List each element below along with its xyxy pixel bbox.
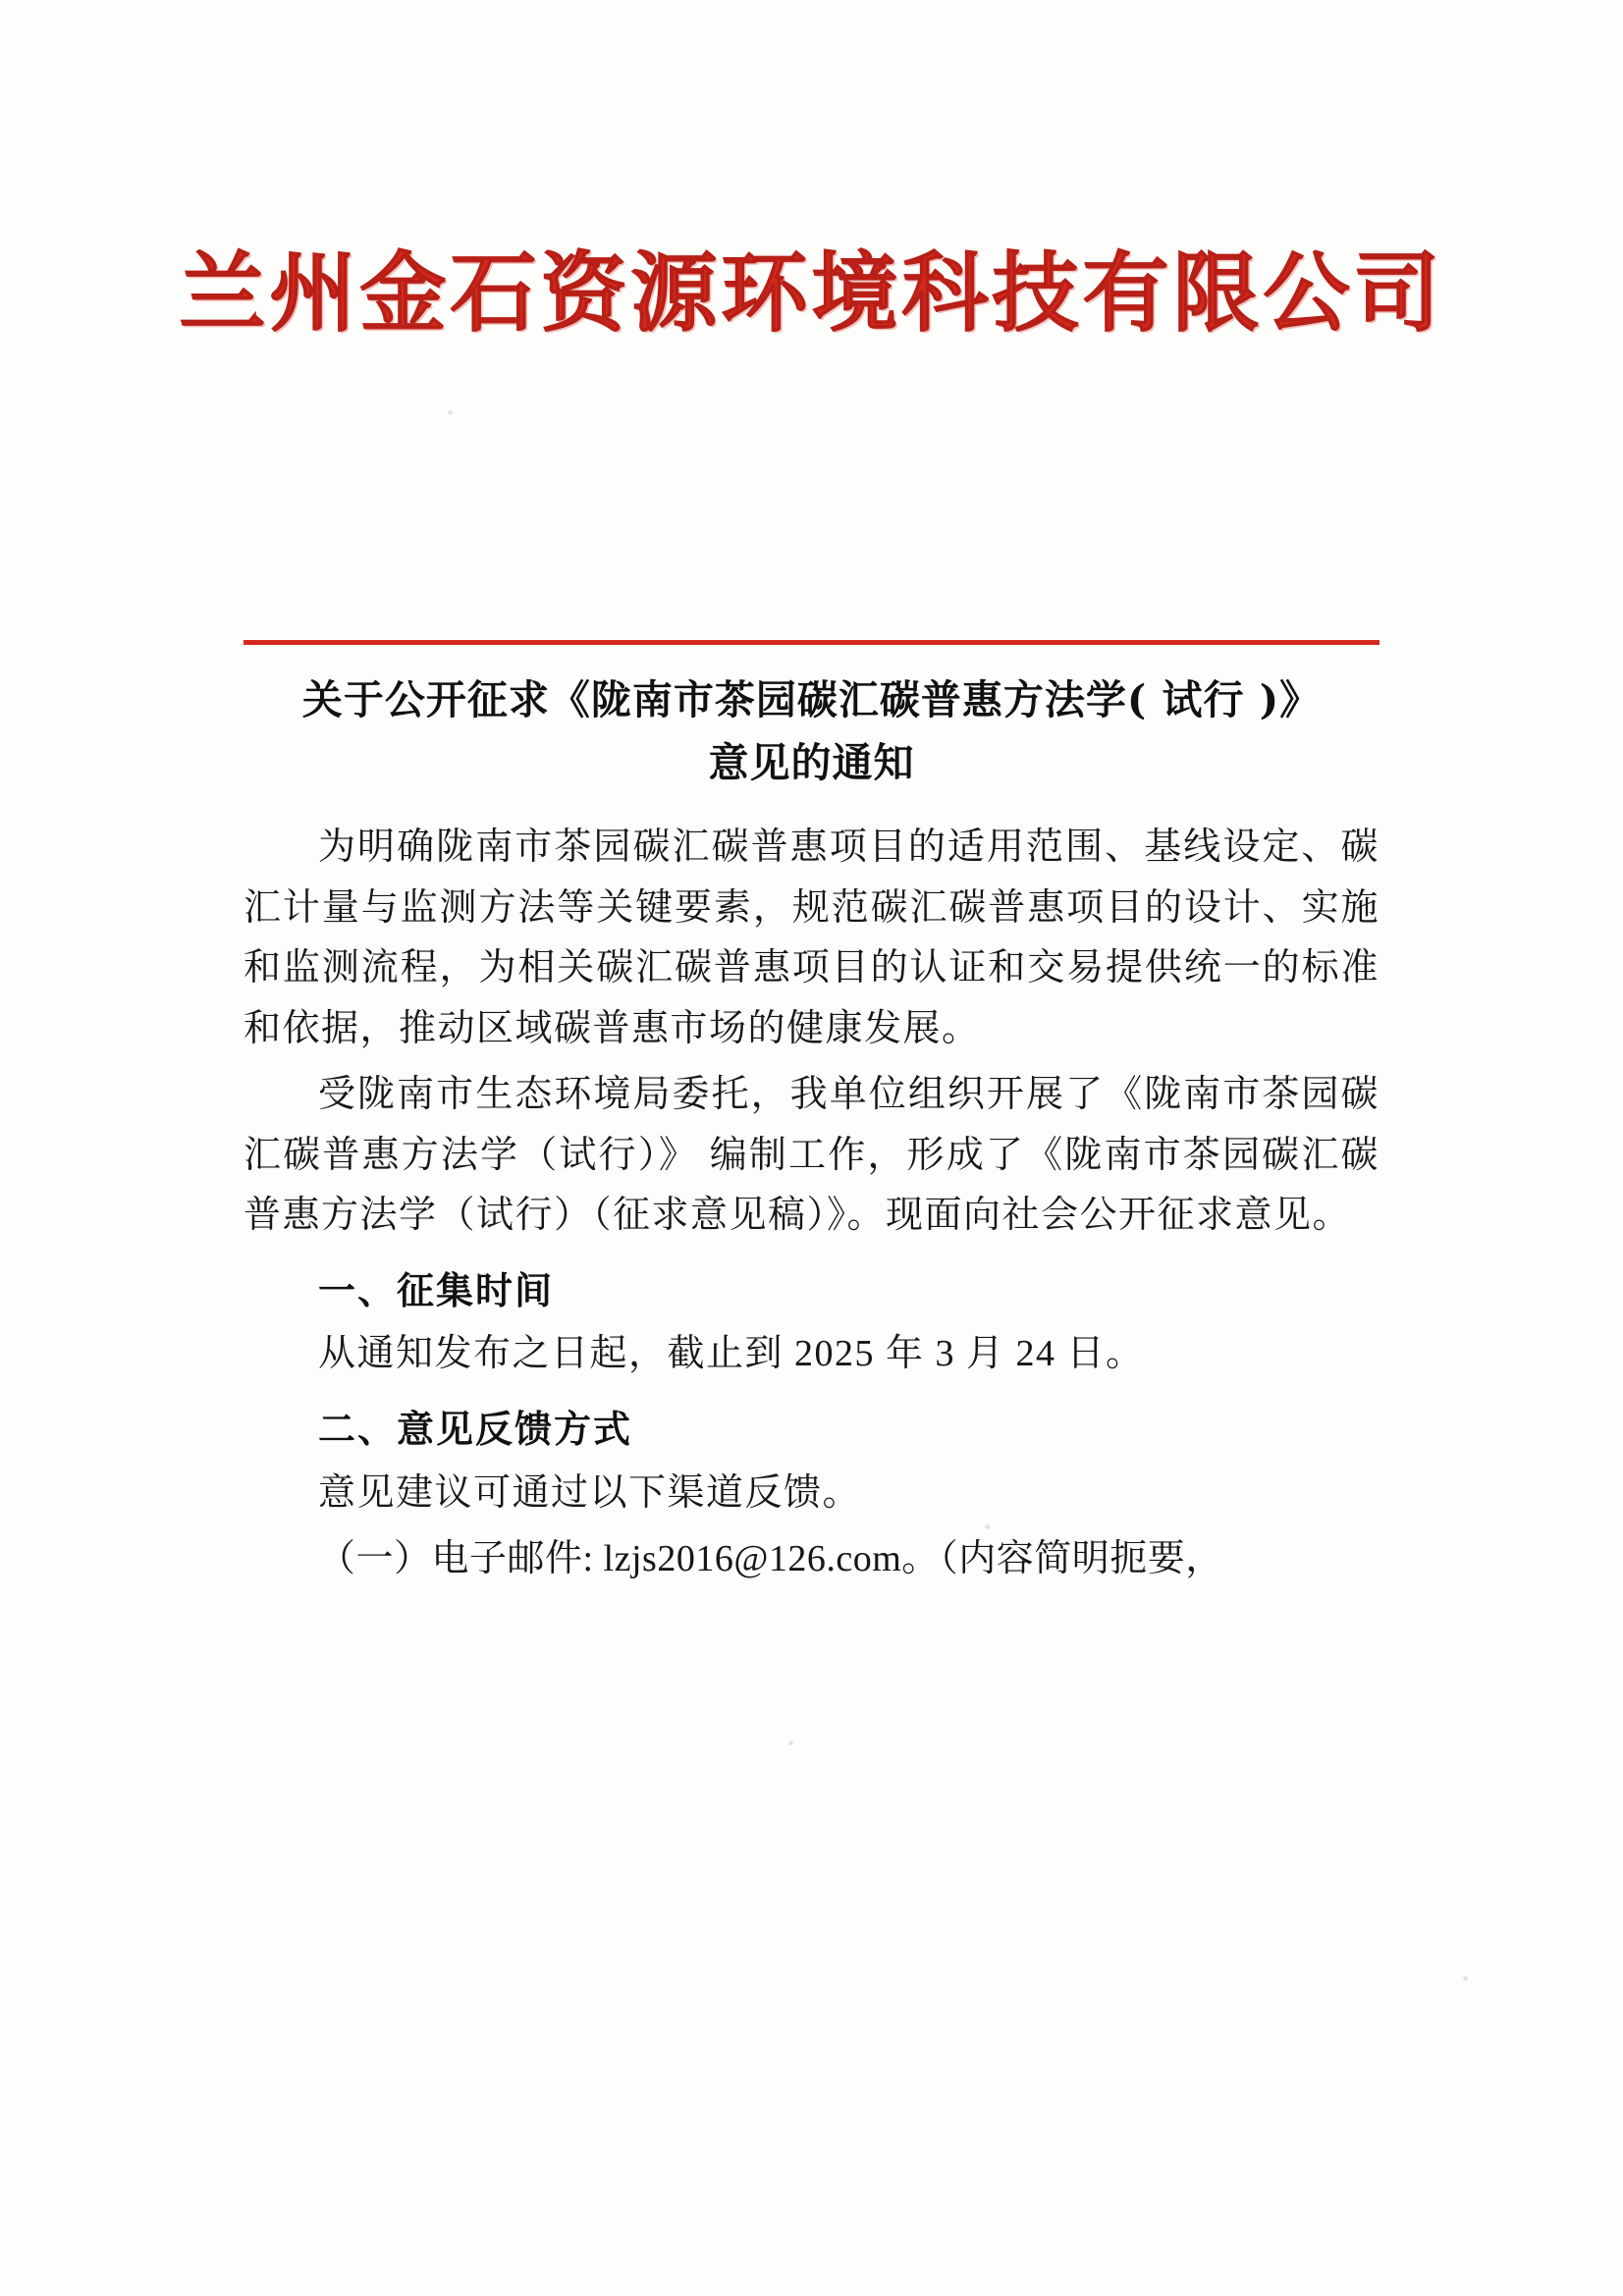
- letterhead: [0, 241, 1623, 344]
- feedback-item-email: （一）电子邮件: lzjs2016@126.com。（内容简明扼要，: [318, 1538, 1223, 1580]
- company-name: 兰州金石资源环境科技有限公司: [179, 241, 1444, 344]
- section-one-text: 从通知发布之日起，截止到 2025 年 3 月 24 日。: [318, 1333, 1145, 1375]
- document-title: [243, 669, 1380, 794]
- scan-speck: [448, 410, 453, 415]
- body-paragraph-1: 为明确陇南市茶园碳汇碳普惠项目的适用范围、基线设定、碳汇计量与监测方法等关键要素，规范碳汇碳普惠项目的设计、实施和监测流程，为相关碳汇碳普惠项目的认证和交易提供统一的标准和依据，推动区域碳普惠市场的健康发展。: [243, 827, 1380, 1049]
- scan-speck: [788, 1740, 793, 1745]
- scan-speck: [1463, 1976, 1468, 1981]
- section-two-text: 意见建议可通过以下渠道反馈。: [318, 1471, 862, 1514]
- document-title-line-1: 关于公开征求《陇南市茶园碳汇碳普惠方法学( 试行 )》: [301, 676, 1322, 723]
- body-paragraph-2: 受陇南市生态环境局委托，我单位组织开展了《陇南市茶园碳汇碳普惠方法学（试行）》 编制工作，形成了《陇南市茶园碳汇碳普惠方法学（试行）（征求意见稿）》。现面向社会公开征求意见。: [243, 1074, 1380, 1237]
- section-heading-two: 二、意见反馈方式: [318, 1407, 633, 1452]
- section-heading-one: 一、征集时间: [318, 1267, 555, 1312]
- header-divider-rule: [243, 640, 1380, 645]
- document-body: [243, 669, 1380, 1596]
- document-title-line-2: 意见的通知: [708, 738, 915, 786]
